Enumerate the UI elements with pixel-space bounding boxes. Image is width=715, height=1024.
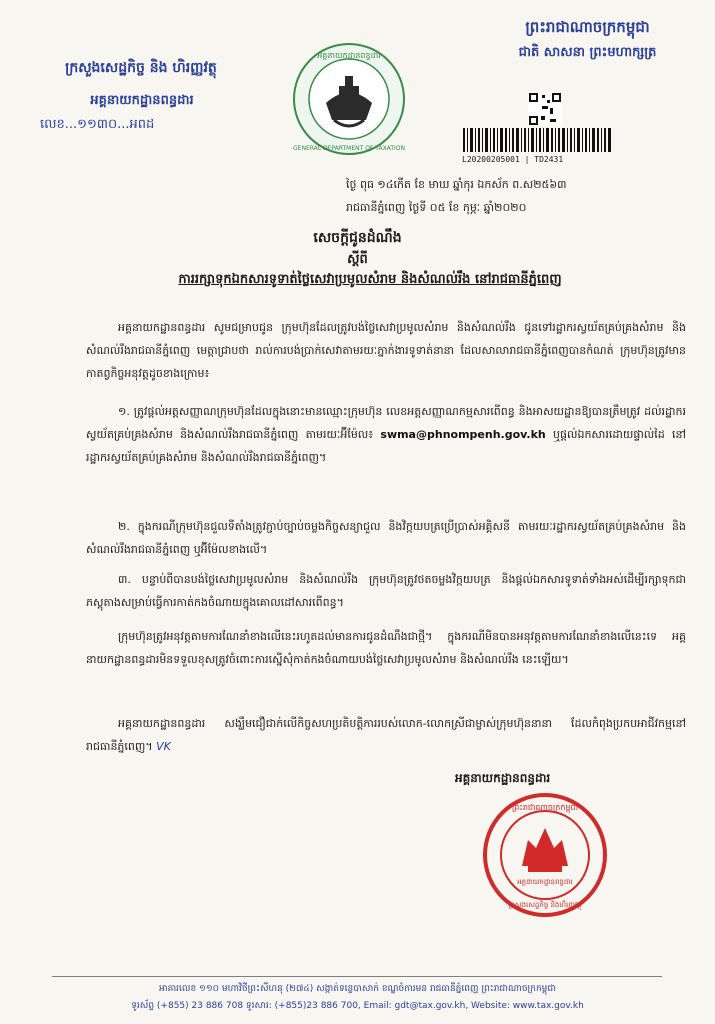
ministry-name: ក្រសួងសេដ្ឋកិច្ច និង ហិរញ្ញវត្ថុ — [65, 60, 217, 76]
logo-english-text: GENERAL DEPARTMENT OF TAXATION — [293, 145, 405, 152]
intro-paragraph: អគ្គនាយកដ្ឋានពន្ធដារ សូមជម្រាបជូន ក្រុមហ៊ុនដែលត្រូវបង់ថ្លៃសេវាប្រមូលសំរាម និងសំណល់រឹង ជូនទៅរដ្ឋាករស្វយ័តគ្រប់គ្រងសំរាម និងសំណល់រឹងរាជធានីភ្នំពេញ មេត្តាជ្រាបថា រាល់ការបង់ប្រាក់សេវាតាមរយៈភ្នាក់ងារទូទាត់នានា ដែលសាលារាជធានីភ្នំពេញបានកំណត់ ក្រុមហ៊ុនត្រូវមានកាតព្វកិច្ចអនុវត្តដូចខាងក្រោម៖ — [86, 321, 686, 380]
barcode-number: L20200205001 | TD2431 — [462, 155, 564, 164]
kingdom-title: ព្រះរាជាណាចក្រកម្ពុជា — [525, 18, 650, 36]
email-link[interactable]: swma@phnompenh.gov.kh — [380, 428, 546, 441]
department-name: អគ្គនាយកដ្ឋានពន្ធដារ — [90, 93, 194, 108]
closing-text: អគ្គនាយកដ្ឋានពន្ធដារ សង្ឃឹមជឿជាក់លើកិច្ចសហប្រតិបត្តិការរបស់លោក-លោកស្រីជាម្ចាស់ក្រុមហ៊ុននានា ដែលកំពុងប្រកបអាជីវកម្មនៅរាជធានីភ្នំពេញ។ — [86, 717, 686, 753]
item-3-paragraph: ៣. បន្ទាប់ពីបានបង់ថ្លៃសេវាប្រមូលសំរាម និងសំណល់រឹង ក្រុមហ៊ុនត្រូវថតចម្លងវិក្កយបត្រ និងផ្តល់ឯកសារទូទាត់ទាំងអស់ដើម្បីរក្សាទុកជាភស្តុតាងសម្រាប់ធ្វើការកាត់កងចំណាយក្នុងគោលដៅសារពើពន្ធ។ — [86, 573, 686, 609]
gdt-logo — [290, 40, 408, 158]
signatory-title: អគ្គនាយកដ្ឋានពន្ធដារ — [455, 771, 551, 785]
lunar-date: ថ្ងៃ ពុធ ១៤កើត ខែ មាឃ ឆ្នាំកុរ ឯកស័ក ព.ស២៥៦៣ — [346, 178, 567, 191]
reference-number: លេខ...១១៣០...អពដ — [40, 117, 155, 132]
document-subject: ការរក្សាទុកឯកសារទូទាត់ថ្លៃសេវាប្រមូលសំរាម និងសំណល់រឹង នៅរាជធានីភ្នំពេញ — [178, 272, 562, 287]
footer-address: អាគារលេខ ១១០ មហាវិថីព្រះសីហនុ (២៧៤) សង្កាត់ទន្លេបាសាក់ ខណ្ឌចំការមន រាជធានីភ្នំពេញ ព្រះរាជាណាចក្រកម្ពុជា — [159, 984, 556, 994]
qr-code-icon — [528, 92, 562, 126]
item-1-paragraph — [86, 400, 686, 469]
subject-label: ស្តីពី — [347, 252, 368, 267]
national-motto: ជាតិ សាសនា ព្រះមហាក្សត្រ — [518, 45, 657, 60]
seal-center-text: អគ្គនាយកដ្ឋានពន្ធដារ — [517, 878, 573, 886]
document-type: សេចក្តីជូនដំណឹង — [313, 230, 402, 246]
closing-paragraph — [86, 712, 686, 758]
barcode-icon — [463, 128, 613, 152]
compliance-paragraph: ក្រុមហ៊ុនត្រូវអនុវត្តតាមការណែនាំខាងលើនេះរហូតដល់មានការជូនដំណឹងជាថ្មី។ ក្នុងករណីមិនបានអនុវត្តតាមការណែនាំខាងលើនេះទេ អគ្គនាយកដ្ឋានពន្ធដារមិនទទួលខុសត្រូវចំពោះការស្នើសុំកាត់កងចំណាយបង់ថ្លៃសេវាប្រមូលសំរាម និងសំណល់រឹង នេះឡើយ។ — [86, 630, 686, 666]
seal-top-text: ព្រះរាជាណាចក្រកម្ពុជា — [511, 803, 579, 812]
item-2-paragraph: ២. ក្នុងករណីក្រុមហ៊ុនជួលទីតាំងត្រូវភ្ជាប់ច្បាប់ចម្លងកិច្ចសន្យាជួល និងវិក្កយបត្រប្រើប្រាស់អគ្គិសនី តាមរយៈរដ្ឋាករស្វយ័តគ្រប់គ្រងសំរាម និងសំណល់រឹងរាជធានីភ្នំពេញ ឬអ៊ីម៉ែលខាងលើ។ — [86, 520, 686, 556]
official-seal — [470, 790, 620, 920]
footer-contact: ទូរស័ព្ទ (+855) 23 886 708 ទូរសារ: (+855)23 886 700, Email: gdt@tax.gov.kh, Website: www.tax.gov.kh — [131, 1001, 584, 1011]
item-1-end-text: ឬផ្តល់ឯកសារដោយផ្ទាល់ដៃ នៅរដ្ឋាករស្វយ័តគ្រប់គ្រងសំរាម និងសំណល់រឹងរាជធានីភ្នំពេញ។ — [86, 428, 686, 464]
logo-khmer-text: អគ្គនាយកដ្ឋានពន្ធដារ — [317, 51, 381, 60]
footer-divider — [52, 976, 662, 977]
handwritten-initials: VK — [156, 740, 171, 753]
item-1-text: ១. ត្រូវផ្តល់អត្តសញ្ញាណក្រុមហ៊ុនដែលក្នុងនោះមានឈ្មោះក្រុមហ៊ុន លេខអត្តសញ្ញាណកម្មសារពើពន្ធ និងអាសយដ្ឋានឱ្យបានត្រឹមត្រូវ ដល់រដ្ឋាករស្វយ័តគ្រប់គ្រងសំរាម និងសំណល់រឹងរាជធានីភ្នំពេញ តាមរយៈអ៊ីម៉ែល៖ — [86, 405, 686, 441]
solar-date: រាជធានីភ្នំពេញ ថ្ងៃទី ០៥ ខែ កុម្ភៈ ឆ្នាំ២០២០ — [346, 201, 527, 214]
seal-bottom-text: ក្រសួងសេដ្ឋកិច្ច និងហិរញ្ញវត្ថុ — [508, 901, 582, 909]
